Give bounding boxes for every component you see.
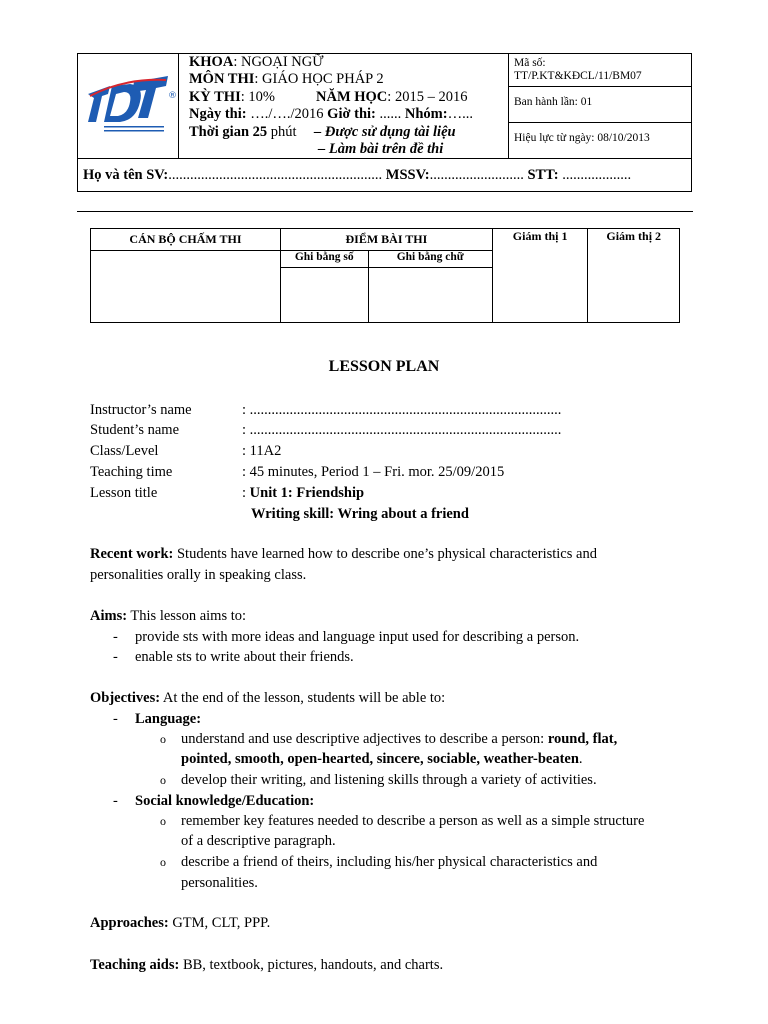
ghi-chu-header: Ghi bằng chữ [368, 251, 492, 268]
score-words-cell [368, 268, 492, 323]
header-rule [508, 122, 692, 123]
social-item-1a: remember key features needed to describe a person as well as a simple structure [181, 813, 645, 829]
recent-work-line-2: personalities orally in speaking class. [90, 567, 307, 583]
teaching-aids-line: Teaching aids: BB, textbook, pictures, handouts, and charts. [90, 957, 444, 973]
hieu-luc: Hiệu lực từ ngày: 08/10/2013 [514, 132, 650, 144]
exam-header-box [77, 53, 692, 192]
student-value: : ...................................................................................... [242, 422, 562, 438]
giam-thi-1-cell: Giám thị 1 [492, 229, 588, 323]
instructor-label: Instructor’s name [90, 402, 192, 418]
nam-hoc-line: NĂM HỌC: 2015 – 2016 [316, 89, 468, 105]
social-item-2b: personalities. [181, 875, 258, 891]
language-heading: Language: [135, 711, 202, 727]
bullet-dash: - [113, 649, 118, 665]
ky-thi-line: KỲ THI: 10% [189, 89, 275, 105]
language-item-1b: pointed, smooth, open-hearted, sincere, sociable, weather-beaten. [181, 751, 583, 767]
teaching-time-label: Teaching time [90, 464, 173, 480]
diem-header: ĐIỂM BÀI THI [280, 229, 492, 251]
khoa-line: KHOA: NGOẠI NGỮ [189, 54, 324, 70]
class-value: : 11A2 [242, 443, 282, 459]
bullet-circle: o [160, 773, 166, 787]
bullet-circle: o [160, 855, 166, 869]
header-divider-left [178, 54, 179, 158]
giam-thi-2-cell: Giám thị 2 [588, 229, 680, 323]
ma-so-label: Mã số: [514, 57, 546, 69]
social-heading: Social knowledge/Education: [135, 793, 315, 809]
bullet-circle: o [160, 732, 166, 746]
mon-thi-line: MÔN THI: GIÁO HỌC PHÁP 2 [189, 71, 384, 87]
thoi-gian-line: Thời gian 25 phút [189, 124, 297, 140]
bullet-dash: - [113, 629, 118, 645]
can-bo-sign-cell [91, 251, 281, 323]
note-answer-on-sheet: – Làm bài trên đề thi [318, 141, 444, 157]
separator-line [77, 211, 693, 212]
can-bo-header: CÁN BỘ CHẤM THI [91, 229, 281, 251]
aim-item: provide sts with more ideas and language input used for describing a person. [135, 629, 580, 645]
bullet-circle: o [160, 814, 166, 828]
aim-item: enable sts to write about their friends. [135, 649, 354, 665]
header-rule [78, 158, 692, 159]
social-item-2a: describe a friend of theirs, including his/her physical characteristics and [181, 854, 598, 870]
teaching-time-value: : 45 minutes, Period 1 – Fri. mor. 25/09/2015 [242, 464, 505, 480]
social-item-1b: of a descriptive paragraph. [181, 833, 336, 849]
university-logo [84, 72, 176, 144]
approaches-line: Approaches: GTM, CLT, PPP. [90, 915, 271, 931]
ma-so-value: TT/P.KT&KĐCL/11/BM07 [514, 70, 642, 82]
lesson-title-value: : Unit 1: Friendship [242, 485, 365, 501]
score-number-cell [280, 268, 368, 323]
language-item-1a: understand and use descriptive adjectives to describe a person: round, flat, [181, 731, 618, 747]
header-rule [508, 86, 692, 87]
bullet-dash: - [113, 711, 118, 727]
recent-work-line-1: Recent work: Students have learned how to describe one’s physical characteristics and [90, 546, 597, 562]
language-item-2: develop their writing, and listening skills through a variety of activities. [181, 772, 597, 788]
grading-table [90, 228, 680, 323]
student-info-line: Họ và tên SV:........................................................... MSSV:.......................... STT: ................... [83, 167, 632, 183]
lesson-plan-title: LESSON PLAN [328, 358, 440, 375]
header-divider-right [508, 54, 509, 158]
writing-skill-title: Writing skill: Wring about a friend [251, 506, 469, 522]
lesson-title-label: Lesson title [90, 485, 158, 501]
svg-text:®: ® [168, 91, 177, 101]
ban-hanh: Ban hành lần: 01 [514, 96, 593, 108]
bullet-dash: - [113, 793, 118, 809]
instructor-value: : ...................................................................................... [242, 402, 562, 418]
class-label: Class/Level [90, 443, 159, 459]
note-open-book: – Được sử dụng tài liệu [314, 124, 456, 140]
ghi-so-header: Ghi bằng số [280, 251, 368, 268]
student-label: Student’s name [90, 422, 180, 438]
objectives-heading: Objectives: At the end of the lesson, students will be able to: [90, 690, 446, 706]
ngay-thi-line: Ngày thi: …./…./2016 Giờ thi: ...... Nhóm:…... [189, 106, 473, 122]
aims-heading: Aims: This lesson aims to: [90, 608, 247, 624]
